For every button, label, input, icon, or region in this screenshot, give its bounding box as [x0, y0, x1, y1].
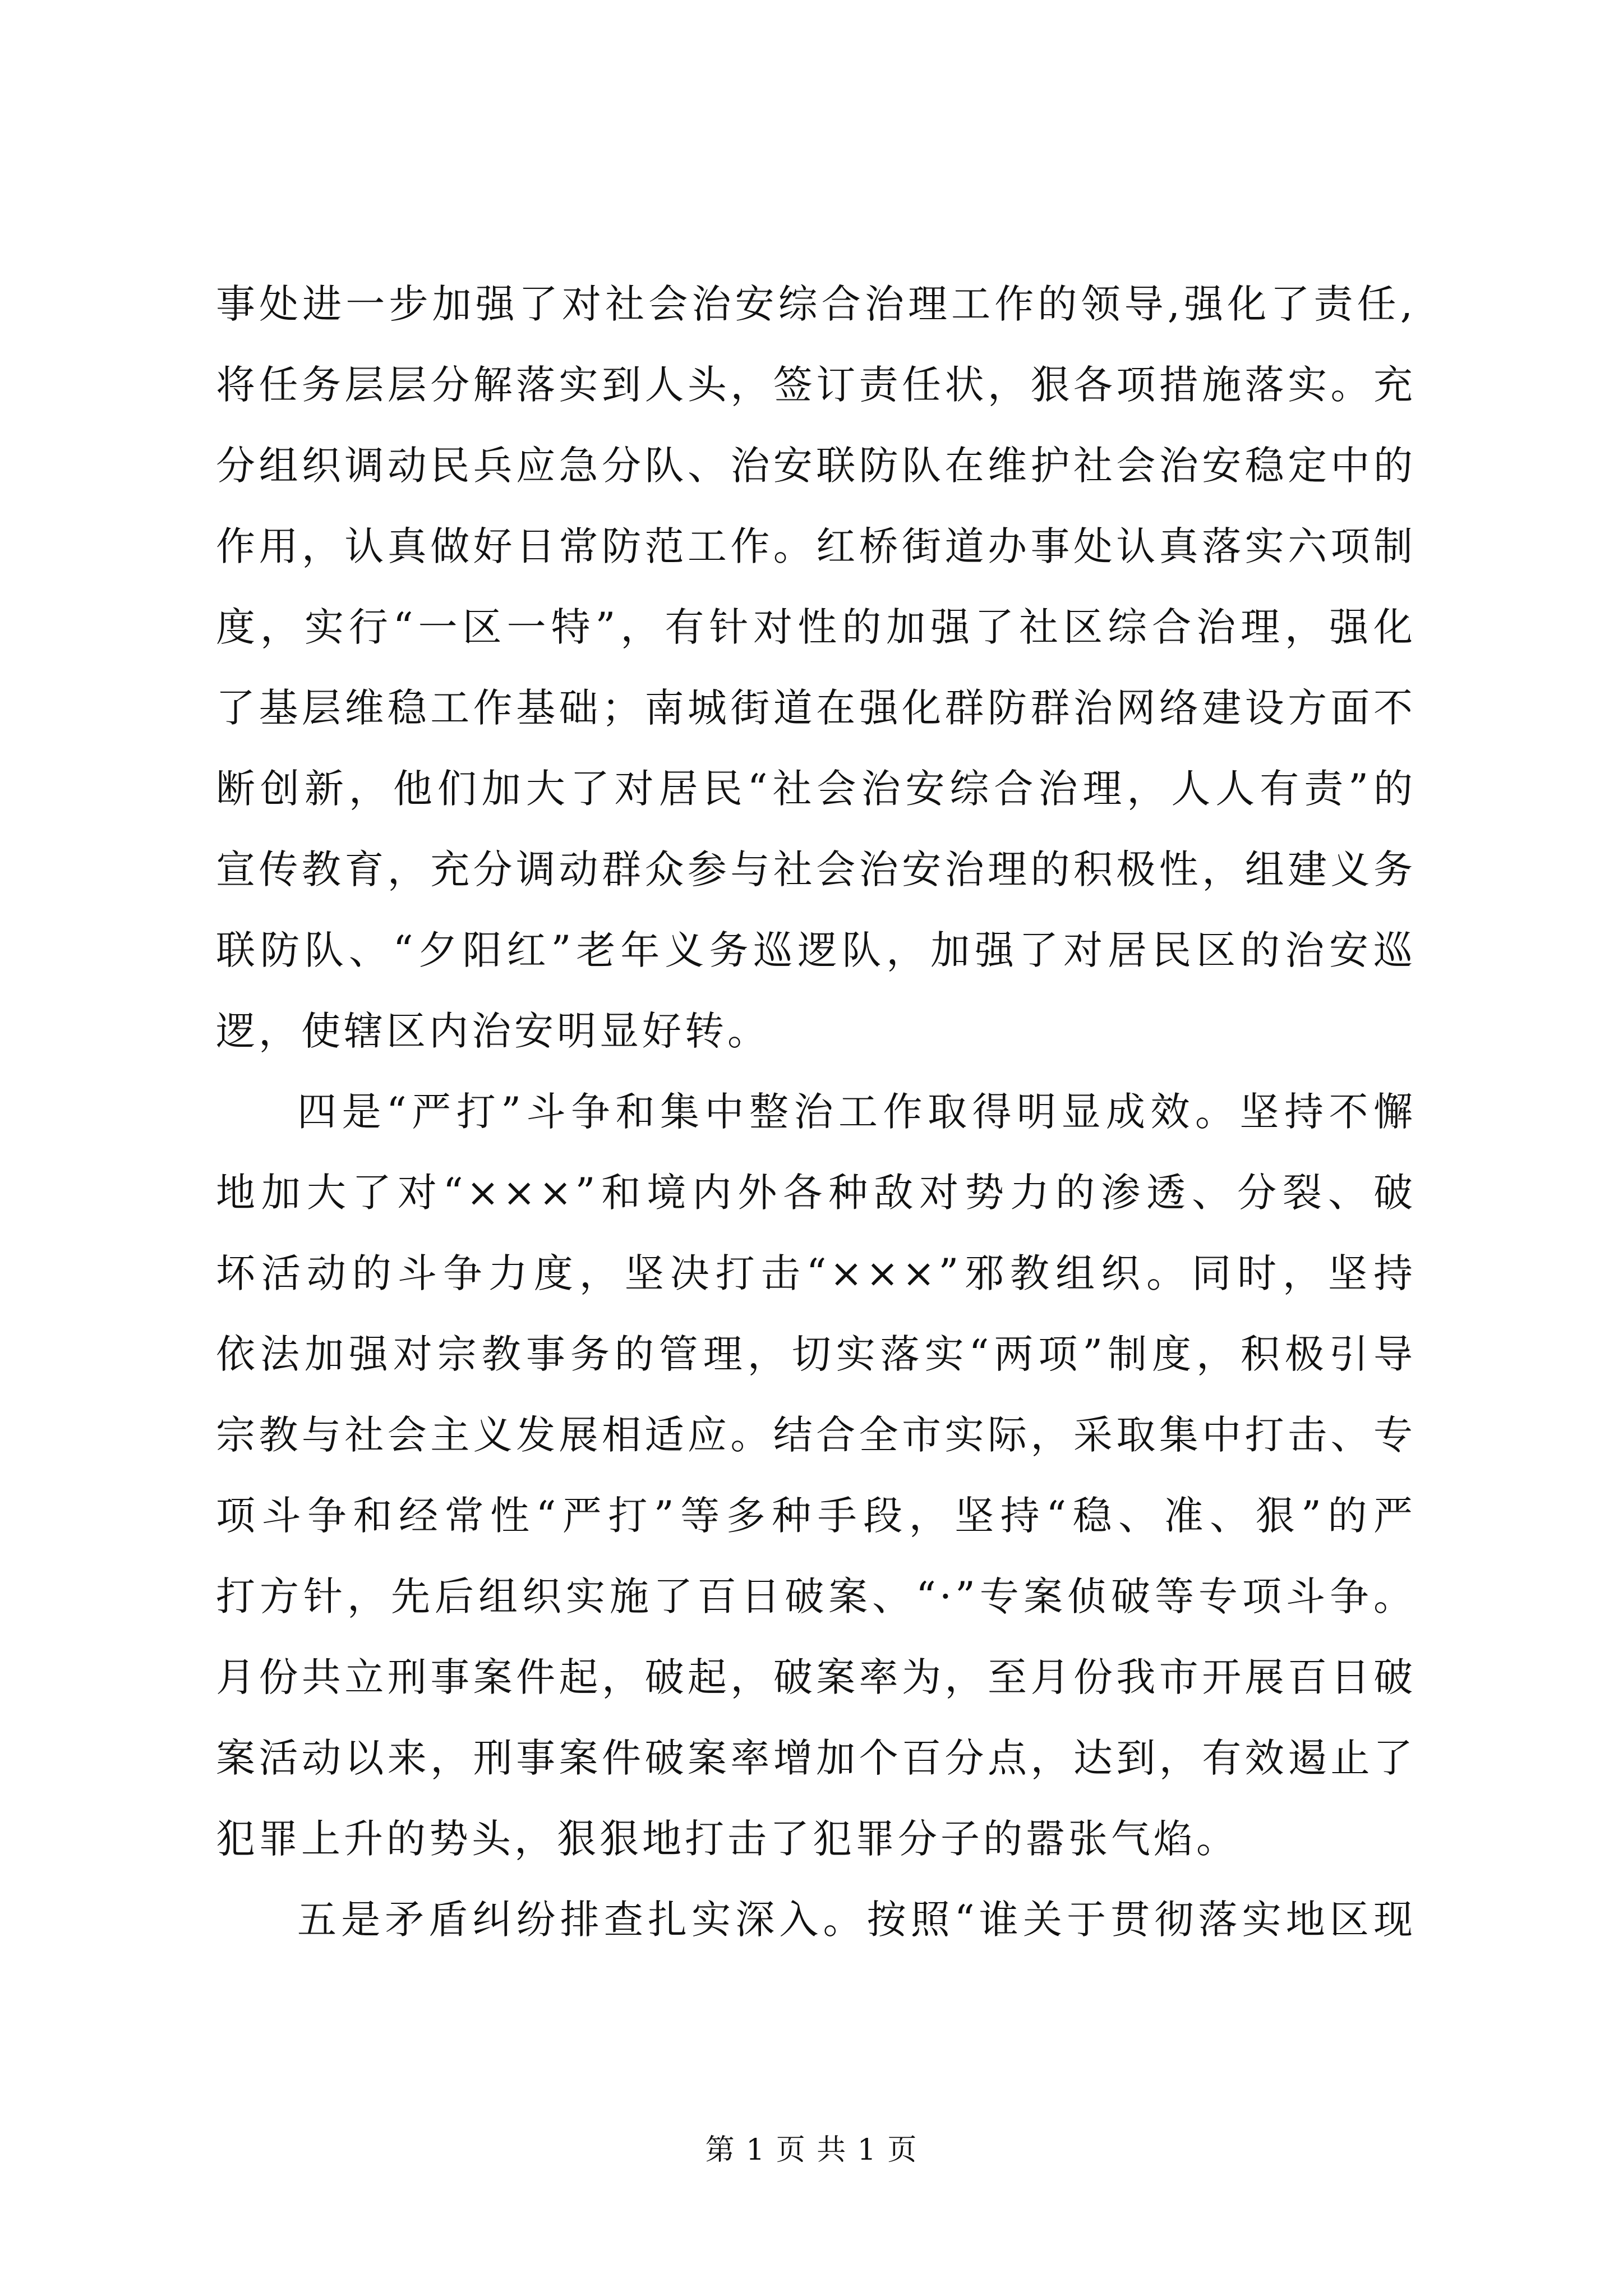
text-line: 地加大了对“×××”和境内外各种敌对势力的渗透、分裂、破 [216, 1170, 1416, 1216]
text-line: 案活动以来，刑事案件破案率增加个百分点，达到，有效遏止了 [216, 1735, 1416, 1781]
text-line: 分组织调动民兵应急分队、治安联防队在维护社会治安稳定中的 [216, 443, 1416, 489]
paragraph [216, 1879, 1416, 1960]
page-number-label: 第 1 页 共 1 页 [705, 2133, 918, 2167]
text-line: 断创新，他们加大了对居民“社会治安综合治理，人人有责”的 [216, 766, 1416, 812]
text-line: 四是“严打”斗争和集中整治工作取得明显成效。坚持不懈 [297, 1089, 1416, 1135]
paragraph [216, 264, 1416, 1071]
text-line: 项斗争和经常性“严打”等多种手段，坚持“稳、准、狠”的严 [216, 1493, 1416, 1539]
text-line: 五是矛盾纠纷排查扎实深入。按照“谁关于贯彻落实地区现 [297, 1897, 1416, 1943]
paragraph [216, 1071, 1416, 1879]
text-line: 逻，使辖区内治安明显好转。 [216, 1008, 770, 1054]
text-line: 度，实行“一区一特”，有针对性的加强了社区综合治理，强化 [216, 604, 1416, 650]
text-line: 作用，认真做好日常防范工作。红桥街道办事处认真落实六项制 [216, 523, 1416, 569]
text-line: 打方针，先后组织实施了百日破案、“·”专案侦破等专项斗争。 [216, 1573, 1416, 1619]
text-line: 犯罪上升的势头，狠狠地打击了犯罪分子的嚣张气焰。 [216, 1816, 1239, 1862]
text-line: 宣传教育，充分调动群众参与社会治安治理的积极性，组建义务 [216, 846, 1416, 892]
text-line: 月份共立刑事案件起，破起，破案率为，至月份我市开展百日破 [216, 1654, 1416, 1700]
text-line: 将任务层层分解落实到人头，签订责任状，狠各项措施落实。充 [216, 362, 1416, 408]
page-footer [0, 2126, 1623, 2168]
text-line: 了基层维稳工作基础；南城街道在强化群防群治网络建设方面不 [216, 685, 1416, 731]
text-line: 事处进一步加强了对社会治安综合治理工作的领导,强化了责任, [216, 281, 1416, 327]
text-line: 宗教与社会主义发展相适应。结合全市实际，采取集中打击、专 [216, 1412, 1416, 1458]
document-body [216, 264, 1416, 1960]
text-line: 坏活动的斗争力度，坚决打击“×××”邪教组织。同时，坚持 [216, 1250, 1416, 1296]
text-line: 依法加强对宗教事务的管理，切实落实“两项”制度，积极引导 [216, 1331, 1416, 1377]
text-line: 联防队、“夕阳红”老年义务巡逻队，加强了对居民区的治安巡 [216, 927, 1416, 973]
